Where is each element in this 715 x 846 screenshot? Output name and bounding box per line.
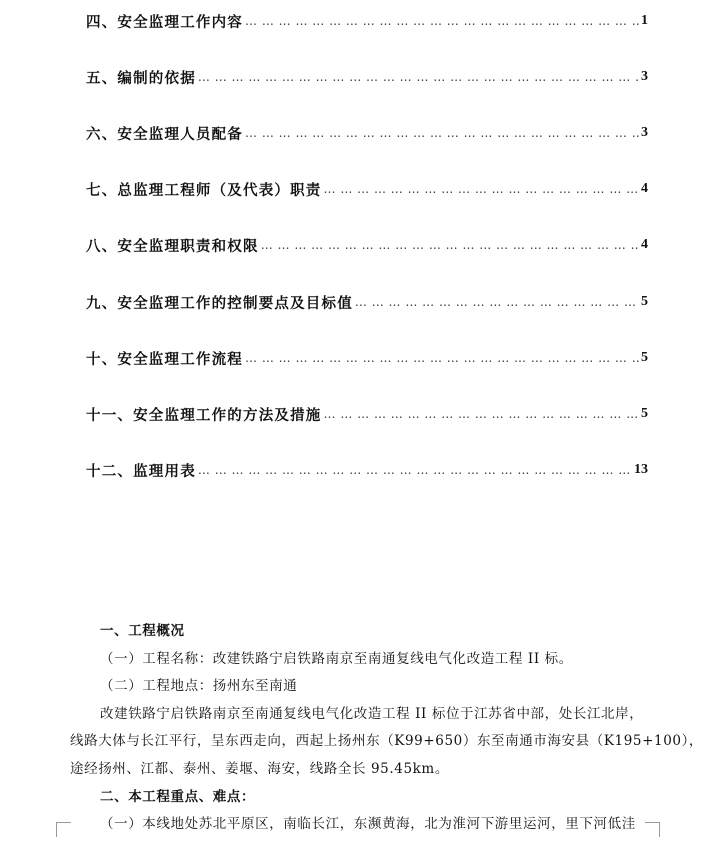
toc-entry[interactable] <box>86 403 648 425</box>
toc-page-number: 1 <box>641 13 648 28</box>
toc-entry[interactable] <box>86 347 648 369</box>
paragraph-line: 改建铁路宁启铁路南京至南通复线电气化改造工程 II 标位于江苏省中部，处长江北岸， <box>100 705 644 722</box>
toc-entry-title: 六、安全监理人员配备 <box>86 125 243 143</box>
toc-entry-title: 四、安全监理工作内容 <box>86 13 243 31</box>
toc-entry[interactable] <box>86 66 648 88</box>
toc-dot-leader <box>198 463 632 477</box>
toc-entry-title: 十一、安全监理工作的方法及措施 <box>86 406 322 424</box>
project-description-paragraph <box>70 701 704 784</box>
toc-page-number: 3 <box>641 69 648 84</box>
document-body <box>70 618 704 839</box>
toc-entry-title: 九、安全监理工作的控制要点及目标值 <box>86 294 353 312</box>
paragraph-line: 途经扬州、江都、泰州、姜堰、海安，线路全长 95.45km。 <box>70 760 449 777</box>
toc-entry-title: 十、安全监理工作流程 <box>86 350 243 368</box>
toc-page-number: 5 <box>641 350 648 365</box>
toc-dot-leader <box>198 70 639 84</box>
toc-entry-title: 五、编制的依据 <box>86 69 196 87</box>
toc-page-number: 4 <box>641 181 648 196</box>
toc-entry[interactable] <box>86 122 648 144</box>
toc-dot-leader <box>324 407 640 421</box>
project-name-line: （一）工程名称：改建铁路宁启铁路南京至南通复线电气化改造工程 II 标。 <box>100 650 573 667</box>
toc-dot-leader <box>324 182 640 196</box>
toc-entry[interactable] <box>86 10 648 32</box>
toc-dot-leader <box>245 351 639 365</box>
project-location-line: （二）工程地点：扬州东至南通 <box>100 678 298 695</box>
section-heading-overview: 一、工程概况 <box>100 623 185 639</box>
toc-entry-title: 八、安全监理职责和权限 <box>86 237 259 255</box>
toc-page-number: 13 <box>634 462 648 477</box>
toc-page-number: 3 <box>641 125 648 140</box>
paragraph-line: 线路大体与长江平行，呈东西走向，西起上扬州东（K99+650）东至南通市海安县（K195+100）， <box>70 733 704 750</box>
toc-entry[interactable] <box>86 178 648 200</box>
toc-page-number: 5 <box>641 294 648 309</box>
toc-dot-leader <box>245 126 639 140</box>
toc-dot-leader <box>261 238 639 252</box>
toc-page-number: 5 <box>641 406 648 421</box>
toc-page-number: 4 <box>641 237 648 252</box>
paragraph-line: （一）本线地处苏北平原区，南临长江，东濒黄海，北为淮河下游里运河，里下河低洼 <box>100 816 636 833</box>
toc-entry-title: 十二、监理用表 <box>86 462 196 480</box>
toc-entry[interactable] <box>86 459 648 481</box>
toc-entry-title: 七、总监理工程师（及代表）职责 <box>86 181 322 199</box>
page-break-corner-mark <box>56 822 71 837</box>
toc-entry[interactable] <box>86 291 648 313</box>
toc-entry[interactable] <box>86 234 648 256</box>
toc-dot-leader <box>355 295 639 309</box>
toc-dot-leader <box>245 14 639 28</box>
section-heading-key-difficulties: 二、本工程重点、难点： <box>100 788 256 805</box>
